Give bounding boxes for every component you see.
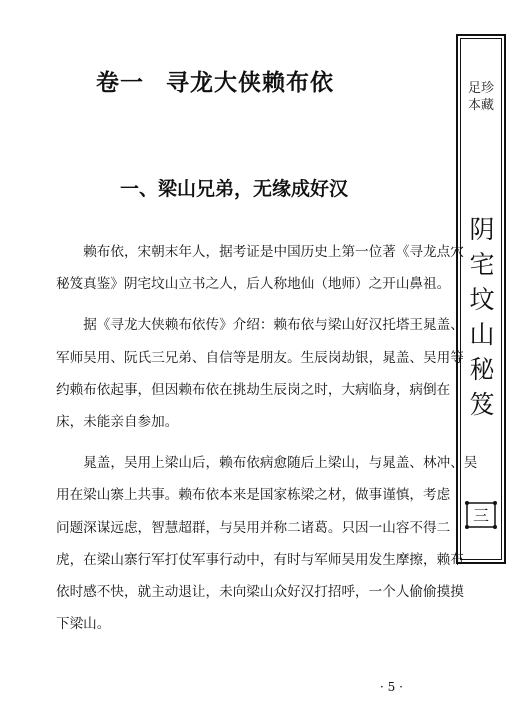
book-title-char: 秘 xyxy=(469,355,495,384)
paragraph-1 xyxy=(56,236,464,300)
paragraph-line: 依时感不快，就主动退让，未向梁山众好汉打招呼，一个人偷偷摸摸 xyxy=(56,584,464,601)
paragraph-line: 约赖布依起事，但因赖布依在挑劫生辰岗之时，大病临身，病倒在 xyxy=(56,381,451,398)
paragraph-3 xyxy=(56,447,478,640)
book-title-vertical xyxy=(462,212,502,422)
paragraph-line: 军师吴用、阮氏三兄弟、自信等是朋友。生辰岗劫银，晁盖、吴用等 xyxy=(56,349,464,366)
book-title-char: 笈 xyxy=(469,390,495,419)
collector-seal xyxy=(464,80,498,114)
page-number: · 5 · xyxy=(380,680,403,694)
paragraph-line: 晁盖，吴用上梁山后，赖布依病愈随后上梁山，与晁盖、林冲、吴 xyxy=(83,455,478,472)
book-title-char: 坟 xyxy=(469,285,495,314)
book-title-char: 阴 xyxy=(469,215,495,244)
seal-line: 足珍 xyxy=(467,81,494,96)
chapter-name: 寻龙大侠赖布依 xyxy=(166,70,334,96)
volume-marker-text: 三 xyxy=(472,506,490,525)
paragraph-line: 据《寻龙大侠赖布依传》介绍：赖布依与梁山好汉托塔王晁盖、 xyxy=(83,317,464,334)
paragraph-2 xyxy=(56,309,464,438)
paragraph-line: 用在梁山寨上共事。赖布依本来是国家栋梁之材，做事谨慎，考虑 xyxy=(56,487,451,504)
book-title-char: 山 xyxy=(469,320,495,349)
paragraph-line: 秘笈真鉴》阴宅坟山立书之人，后人称地仙（地师）之开山鼻祖。 xyxy=(56,276,451,293)
body-text xyxy=(56,236,478,649)
book-title-char: 宅 xyxy=(469,250,495,279)
section-title: 一、梁山兄弟，无缘成好汉 xyxy=(120,178,349,200)
paragraph-line: 床，未能亲自参加。 xyxy=(56,414,179,431)
seal-line: 本藏 xyxy=(467,98,494,113)
paragraph-line: 问题深谋远虑，智慧超群，与吴用并称二诸葛。只因一山容不得二 xyxy=(56,519,451,536)
paragraph-line: 虎，在梁山寨行军打仗军事行动中，有时与军师吴用发生摩擦，赖布 xyxy=(56,551,464,568)
chapter-title xyxy=(96,64,416,97)
volume-marker-icon xyxy=(464,500,498,530)
paragraph-line: 赖布依，宋朝末年人，据考证是中国历史上第一位著《寻龙点穴 xyxy=(83,244,464,260)
paragraph-line: 下梁山。 xyxy=(56,616,111,633)
chapter-volume: 卷一 xyxy=(96,70,144,96)
volume-marker xyxy=(464,500,498,530)
